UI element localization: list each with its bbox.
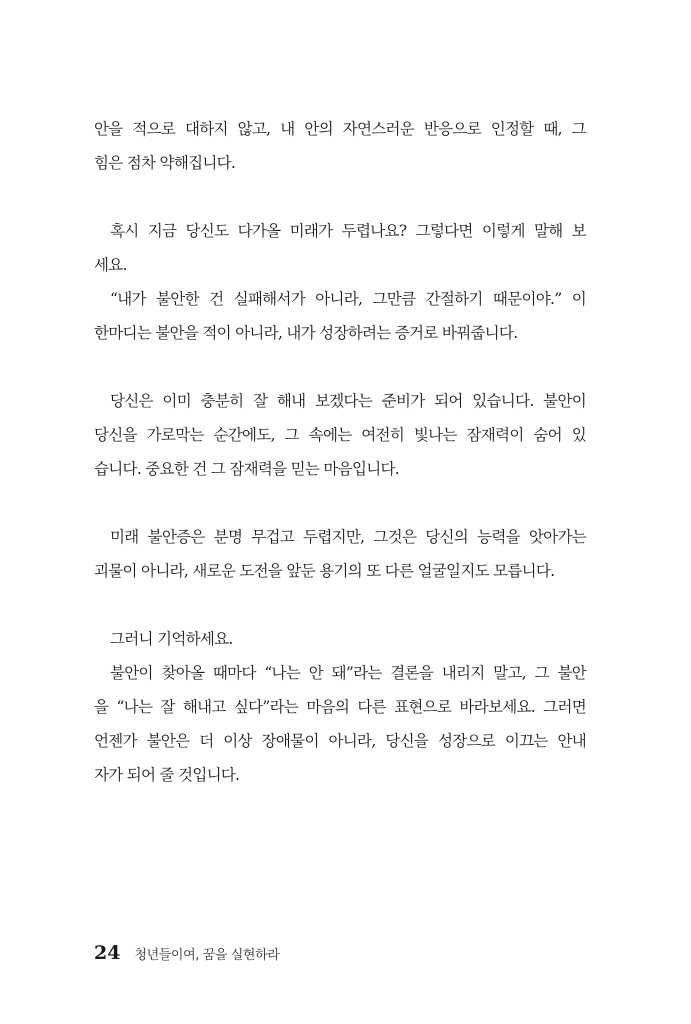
text-line: 당신은 이미 충분히 잘 해내 보겠다는 준비가 되어 있습니다. 불안이 bbox=[110, 392, 586, 410]
text-line: 괴물이 아니라, 새로운 도전을 앞둔 용기의 또 다른 얼굴일지도 모릅니다. bbox=[94, 562, 555, 580]
text-line: 언젠가 불안은 더 이상 장애물이 아니라, 당신을 성장으로 이끄는 안내 bbox=[94, 732, 586, 750]
paragraph-3 bbox=[94, 384, 586, 486]
paragraph-1 bbox=[94, 112, 586, 180]
text-line: 불안이 찾아올 때마다 “나는 안 돼”라는 결론을 내리지 말고, 그 불안 bbox=[110, 664, 586, 682]
paragraph-2 bbox=[94, 214, 586, 350]
text-line: 미래 불안증은 분명 무겁고 두렵지만, 그것은 당신의 능력을 앗아가는 bbox=[110, 528, 586, 546]
text-line: 을 “나는 잘 해내고 싶다”라는 마음의 다른 표현으로 바라보세요. 그러면 bbox=[94, 698, 586, 716]
page-footer bbox=[94, 942, 279, 970]
text-line: 세요. bbox=[94, 256, 127, 274]
paragraph-gap bbox=[94, 588, 586, 622]
page-number: 24 bbox=[94, 942, 121, 964]
paragraph-4 bbox=[94, 520, 586, 588]
text-line: 혹시 지금 당신도 다가올 미래가 두렵나요? 그렇다면 이렇게 말해 보 bbox=[110, 222, 586, 240]
paragraph-gap bbox=[94, 486, 586, 520]
text-line: 힘은 점차 약해집니다. bbox=[94, 154, 236, 172]
text-line: “내가 불안한 건 실패해서가 아니라, 그만큼 간절하기 때문이야.” 이 bbox=[110, 290, 586, 308]
text-line: 자가 되어 줄 것입니다. bbox=[94, 766, 240, 784]
text-line: 습니다. 중요한 건 그 잠재력을 믿는 마음입니다. bbox=[94, 460, 400, 478]
text-line: 당신을 가로막는 순간에도, 그 속에는 여전히 빛나는 잠재력이 숨어 있 bbox=[94, 426, 586, 444]
paragraph-gap bbox=[94, 350, 586, 384]
body-text bbox=[94, 112, 586, 792]
paragraph-5 bbox=[94, 622, 586, 792]
paragraph-gap bbox=[94, 180, 586, 214]
running-title: 청년들이여, 꿈을 실현하라 bbox=[134, 948, 280, 963]
text-line: 한마디는 불안을 적이 아니라, 내가 성장하려는 증거로 바꿔줍니다. bbox=[94, 324, 518, 342]
text-line: 그러니 기억하세요. bbox=[110, 630, 233, 648]
text-line: 안을 적으로 대하지 않고, 내 안의 자연스러운 반응으로 인정할 때, 그 bbox=[94, 120, 586, 138]
